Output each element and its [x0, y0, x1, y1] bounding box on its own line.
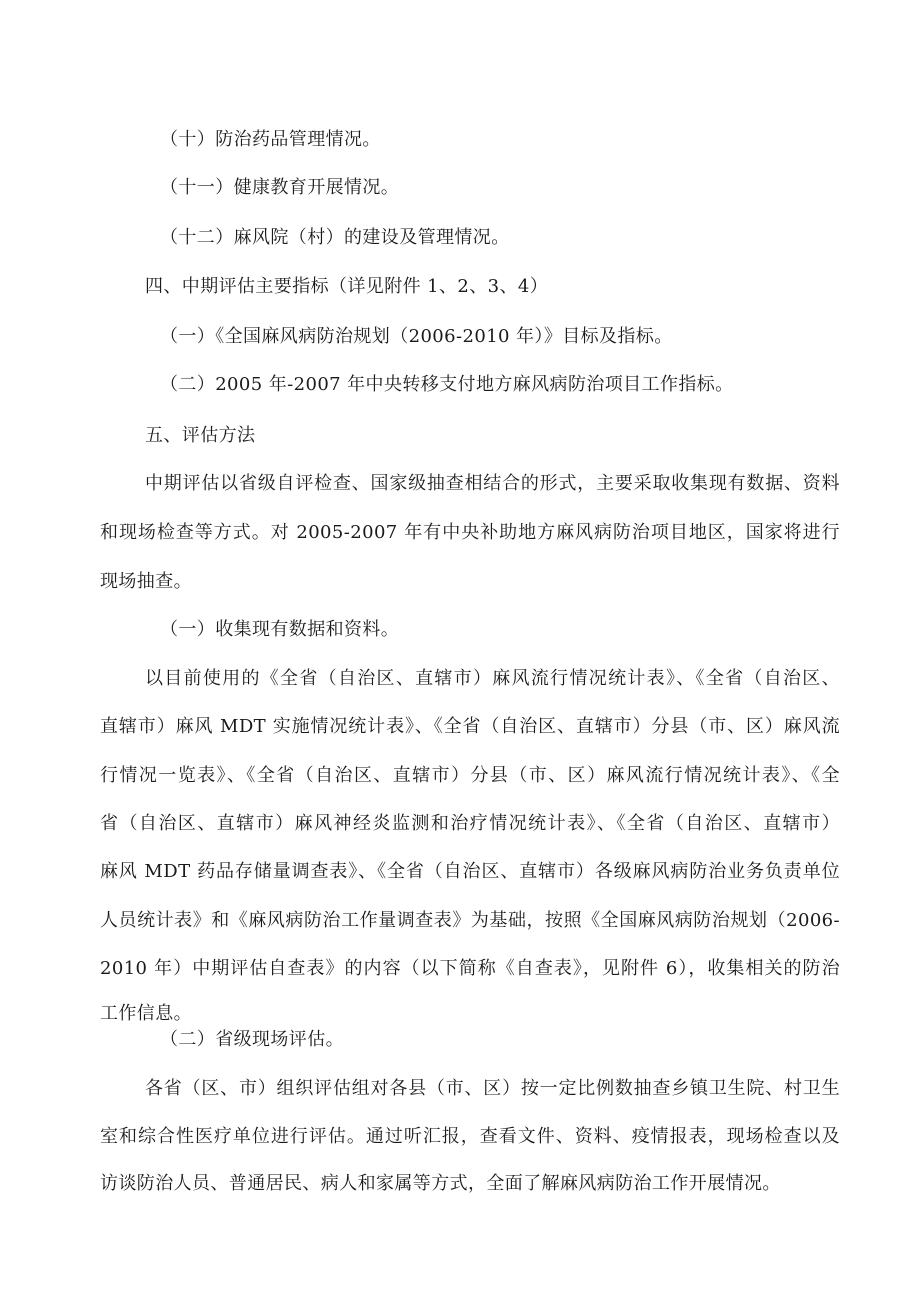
section-4-heading: 四、中期评估主要指标（详见附件 1、2、3、4）: [145, 276, 549, 297]
paragraph-line: 以目前使用的《全省（自治区、直辖市）麻风流行情况统计表》、《全省（自治区、: [145, 668, 840, 689]
paragraph-line: 直辖市）麻风 MDT 实施情况统计表》、《全省（自治区、直辖市）分县（市、区）麻风流: [100, 716, 840, 737]
section-5-sub-1-heading: （一）收集现有数据和资料。: [160, 619, 400, 640]
section-5-sub-2-heading: （二）省级现场评估。: [160, 1029, 344, 1050]
section-4-sub-2: （二）2005 年-2007 年中央转移支付地方麻风病防治项目工作指标。: [160, 374, 734, 395]
paragraph-line: 2010 年）中期评估自查表》的内容（以下简称《自查表》，见附件 6），收集相关的防治: [100, 958, 840, 979]
paragraph-line: 中期评估以省级自评检查、国家级抽查相结合的形式，主要采取收集现有数据、资料: [145, 473, 840, 494]
paragraph-line: 人员统计表》和《麻风病防治工作量调查表》为基础，按照《全国麻风病防治规划（2006-: [100, 910, 840, 931]
section-5-heading: 五、评估方法: [145, 425, 256, 446]
paragraph-line: 工作信息。: [100, 1003, 192, 1024]
paragraph-line: 各省（区、市）组织评估组对各县（市、区）按一定比例数抽查乡镇卫生院、村卫生: [145, 1078, 840, 1099]
paragraph-line: 行情况一览表》、《全省（自治区、直辖市）分县（市、区）麻风流行情况统计表》、《全: [100, 765, 840, 786]
section-4-sub-1: （一）《全国麻风病防治规划（2006-2010 年）》目标及指标。: [160, 326, 673, 347]
list-item-10: （十）防治药品管理情况。: [160, 129, 381, 150]
paragraph-line: 麻风 MDT 药品存储量调查表》、《全省（自治区、直辖市）各级麻风病防治业务负责单位: [100, 861, 840, 882]
list-item-12: （十二）麻风院（村）的建设及管理情况。: [160, 227, 510, 248]
paragraph-line: 访谈防治人员、普通居民、病人和家属等方式，全面了解麻风病防治工作开展情况。: [100, 1173, 781, 1194]
list-item-11: （十一）健康教育开展情况。: [160, 177, 400, 198]
paragraph-line: 和现场检查等方式。对 2005-2007 年有中央补助地方麻风病防治项目地区，国家将进行: [100, 522, 840, 543]
paragraph-line: 现场抽查。: [100, 571, 192, 592]
paragraph-line: 省（自治区、直辖市）麻风神经炎监测和治疗情况统计表》、《全省（自治区、直辖市）: [100, 813, 840, 834]
paragraph-line: 室和综合性医疗单位进行评估。通过听汇报，查看文件、资料、疫情报表，现场检查以及: [100, 1126, 840, 1147]
